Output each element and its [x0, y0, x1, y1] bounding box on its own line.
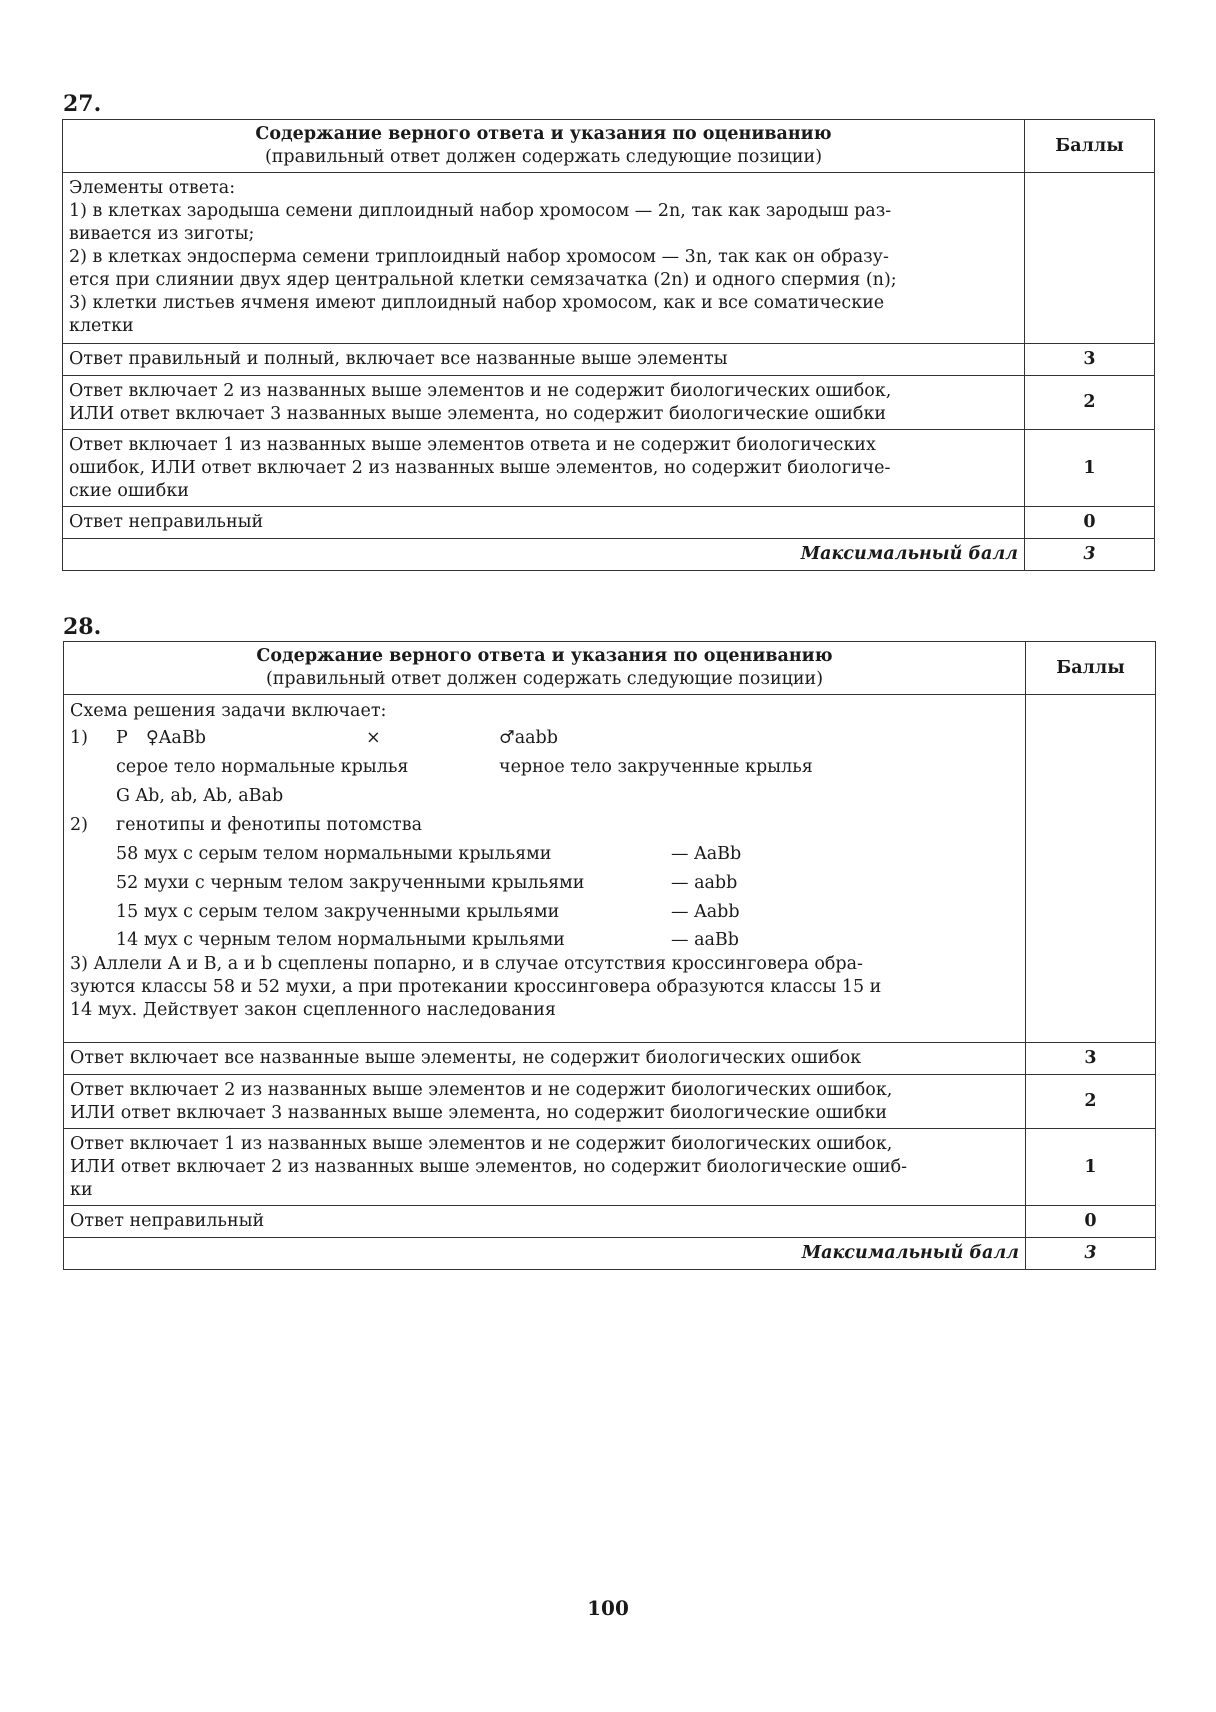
- criteria-text: [64, 1129, 1026, 1206]
- criteria-text: [63, 344, 1025, 376]
- scheme-intro: Схема решения задачи включает:: [70, 700, 387, 721]
- criteria-row: [63, 507, 1155, 539]
- offspring-phenotype: 58 мух с серым телом нормальными крыльями: [116, 844, 552, 864]
- content-header: [63, 120, 1025, 173]
- content-header-subtitle: (правильный ответ должен содержать следующие позиции): [265, 669, 824, 689]
- criteria-text: [63, 376, 1025, 430]
- offspring-phenotype: 52 мухи с черным телом закрученными крыльями: [116, 873, 585, 893]
- criteria-text: [64, 1043, 1026, 1075]
- criteria-line: ИЛИ ответ включает 2 из названных выше элементов, но содержит биологические ошиб-: [70, 1156, 908, 1177]
- max-score-label: Максимальный балл: [64, 1238, 1026, 1270]
- content-header-title: Содержание верного ответа и указания по оцениванию: [256, 646, 833, 666]
- task-27-table: [62, 119, 1155, 571]
- criteria-row: [63, 376, 1155, 430]
- task-28-scheme-row: [64, 695, 1156, 1043]
- offspring-row: [70, 898, 1019, 927]
- criteria-score: 2: [1025, 376, 1155, 430]
- step-number: 2): [70, 815, 88, 835]
- task-28-number: 28.: [63, 614, 102, 640]
- elements-line: клетки: [69, 316, 134, 336]
- criteria-line: Ответ включает 2 из названных выше элементов и не содержит биологических ошибок,: [69, 380, 892, 401]
- offspring-heading: генотипы и фенотипы потомства: [116, 815, 423, 835]
- content-header-title: Содержание верного ответа и указания по оцениванию: [255, 124, 832, 144]
- gametes: G Ab, ab, Ab, aBab: [116, 786, 284, 806]
- criteria-row: [63, 344, 1155, 376]
- max-score-row: [64, 1238, 1156, 1270]
- task-27-number: 27.: [63, 91, 102, 117]
- content-header: [64, 642, 1026, 695]
- elements-line: 1) в клетках зародыша семени диплоидный набор хромосом — 2n, так как зародыш раз-: [69, 201, 892, 221]
- max-score-row: [63, 539, 1155, 571]
- criteria-score: 1: [1026, 1129, 1156, 1206]
- offspring-genotype: — aabb: [671, 873, 738, 893]
- elements-line: 3) клетки листьев ячменя имеют диплоидный набор хромосом, как и все соматические: [69, 293, 885, 313]
- step-3-line: 14 мух. Действует закон сцепленного наследования: [70, 1000, 556, 1020]
- answer-elements: [63, 173, 1025, 344]
- criteria-score: 2: [1026, 1075, 1156, 1129]
- criteria-row: [64, 1075, 1156, 1129]
- criteria-text: [63, 430, 1025, 507]
- score-header: Баллы: [1026, 642, 1156, 695]
- max-score-value: 3: [1025, 539, 1155, 571]
- task-27-header-row: [63, 120, 1155, 173]
- score-header: Баллы: [1025, 120, 1155, 173]
- step-number: 1): [70, 728, 88, 748]
- step-3-text: [70, 953, 1019, 1022]
- offspring-genotype: — Aabb: [671, 902, 740, 922]
- criteria-line: Ответ включает 2 из названных выше элементов и не содержит биологических ошибок,: [70, 1079, 893, 1100]
- male-genotype: ♂aabb: [499, 728, 558, 748]
- criteria-score: 0: [1025, 507, 1155, 539]
- criteria-row: [64, 1043, 1156, 1075]
- page-number: 100: [587, 1596, 629, 1620]
- task-28-table: [63, 641, 1156, 1270]
- step-3-line: зуются классы 58 и 52 мухи, а при протекании кроссинговера образуются классы 15 и: [70, 977, 882, 997]
- elements-line: 2) в клетках эндосперма семени триплоидный набор хромосом — 3n, так как он образу-: [69, 247, 889, 267]
- male-phenotype: черное тело закрученные крылья: [499, 757, 813, 777]
- criteria-line: ИЛИ ответ включает 3 названных выше элемента, но содержит биологические ошибки: [70, 1102, 888, 1123]
- criteria-line: Ответ включает 1 из названных выше элементов и не содержит биологических ошибок,: [70, 1133, 893, 1154]
- offspring-phenotype: 14 мух с черным телом нормальными крыльями: [116, 929, 565, 950]
- max-score-value: 3: [1026, 1238, 1156, 1270]
- criteria-text: [64, 1206, 1026, 1238]
- criteria-line: Ответ включает 1 из названных выше элементов ответа и не содержит биологических: [69, 434, 876, 455]
- empty-score-cell: [1026, 695, 1156, 1043]
- task-28-header-row: [64, 642, 1156, 695]
- solution-scheme: [64, 695, 1026, 1043]
- task-27-elements-row: [63, 173, 1155, 344]
- criteria-line: Ответ неправильный: [70, 1211, 265, 1231]
- offspring-row: [70, 869, 1019, 898]
- offspring-genotype: — AaBb: [671, 844, 742, 864]
- criteria-score: 1: [1025, 430, 1155, 507]
- criteria-line: Ответ неправильный: [69, 512, 264, 532]
- criteria-line: ки: [70, 1179, 93, 1200]
- criteria-line: ошибок, ИЛИ ответ включает 2 из названных выше элементов, но содержит биологиче-: [69, 457, 891, 478]
- criteria-score: 0: [1026, 1206, 1156, 1238]
- criteria-line: Ответ правильный и полный, включает все названные выше элементы: [69, 349, 728, 369]
- criteria-row: [64, 1206, 1156, 1238]
- offspring-row: [70, 927, 1019, 953]
- offspring-phenotype: 15 мух с серым телом закрученными крыльями: [116, 902, 560, 922]
- elements-line: вивается из зиготы;: [69, 224, 255, 244]
- female-genotype: ♀AaBb: [146, 728, 206, 748]
- offspring-row: [70, 840, 1019, 869]
- cross-symbol: ×: [366, 728, 381, 748]
- criteria-line: ИЛИ ответ включает 3 названных выше элемента, но содержит биологические ошибки: [69, 403, 887, 424]
- parents-label: P: [116, 728, 128, 748]
- criteria-row: [64, 1129, 1156, 1206]
- elements-line: ется при слиянии двух ядер центральной клетки семязачатка (2n) и одного спермия (n);: [69, 270, 897, 290]
- criteria-line: Ответ включает все названные выше элементы, не содержит биологических ошибок: [70, 1048, 862, 1068]
- elements-line: Элементы ответа:: [69, 178, 236, 198]
- criteria-score: 3: [1026, 1043, 1156, 1075]
- criteria-text: [64, 1075, 1026, 1129]
- offspring-genotype: — aaBb: [671, 929, 739, 950]
- max-score-label: Максимальный балл: [63, 539, 1025, 571]
- criteria-row: [63, 430, 1155, 507]
- empty-score-cell: [1025, 173, 1155, 344]
- criteria-score: 3: [1025, 344, 1155, 376]
- criteria-text: [63, 507, 1025, 539]
- criteria-line: ские ошибки: [69, 480, 189, 501]
- female-phenotype: серое тело нормальные крылья: [116, 757, 409, 777]
- content-header-subtitle: (правильный ответ должен содержать следующие позиции): [264, 147, 823, 167]
- step-3-line: 3) Аллели А и В, а и b сцеплены попарно, и в случае отсутствия кроссинговера обра-: [70, 954, 863, 974]
